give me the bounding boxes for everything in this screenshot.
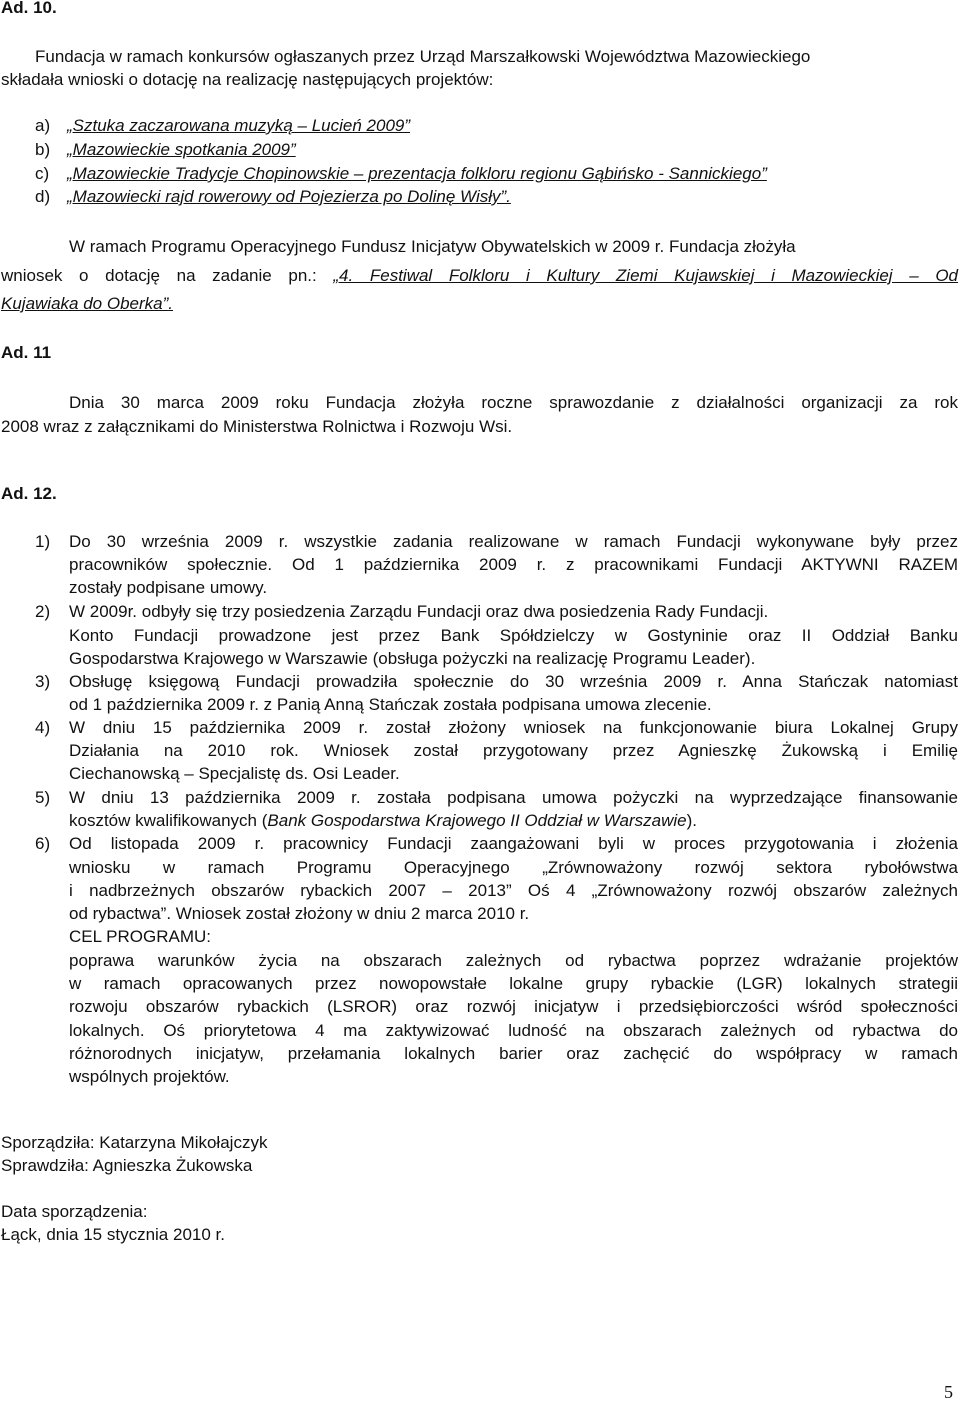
ad11-line2: 2008 wraz z załącznikami do Ministerstwa Rolnictwa i Rozwoju Wsi. (1, 417, 513, 436)
item5-line1: W dniu 13 października 2009 r. została podpisana umowa pożyczki na wyprzedzające finansowanie (69, 788, 958, 807)
project-title-d: „Mazowiecki rajd rowerowy od Pojezierza po Dolinę Wisły”. (67, 187, 511, 206)
item2-line2: Konto Fundacji prowadzone jest przez Bank Spółdzielczy w Gostyninie oraz II Oddział Banku (69, 626, 958, 645)
project-marker-c: c) (35, 164, 50, 183)
page-number: 5 (944, 1382, 953, 1402)
date-label: Data sporządzenia: (1, 1202, 148, 1221)
item5-line2-prefix: kosztów kwalifikowanych ( (69, 811, 268, 830)
item6-line10: różnorodnych inicjatyw, przełamania lokalnych barier oraz zachęcić do współpracy w ramach (69, 1044, 958, 1063)
project-title-a: „Sztuka zaczarowana muzyką – Lucień 2009” (67, 116, 411, 135)
ad10-fio-line1: W ramach Programu Operacyjnego Fundusz Inicjatyw Obywatelskich w 2009 r. Fundacja złożyła (69, 237, 796, 256)
item-marker-1: 1) (35, 532, 51, 551)
project-title-c: „Mazowieckie Tradycje Chopinowskie – prezentacja folkloru regionu Gąbińsko - Sannickiego” (67, 164, 767, 183)
date-value: Łąck, dnia 15 stycznia 2010 r. (1, 1225, 225, 1244)
project-marker-b: b) (35, 140, 51, 159)
ad10-fio-line2 (1, 266, 958, 286)
item2-line1: W 2009r. odbyły się trzy posiedzenia Zarządu Fundacji oraz dwa posiedzenia Rady Fundacji. (69, 602, 769, 621)
ad10-intro-line2: składała wnioski o dotację na realizację następujących projektów: (1, 70, 494, 89)
ad10-fio-task-cont: Kujawiaka do Oberka”. (1, 294, 173, 313)
item-marker-2: 2) (35, 602, 51, 621)
item-marker-3: 3) (35, 672, 51, 691)
ad10-fio-prefix: wniosek o dotację na zadanie pn.: (1, 266, 317, 285)
item6-line1: Od listopada 2009 r. pracownicy Fundacji zaangażowani byli w proces przygotowania i złożenia (69, 834, 958, 853)
item5-line2 (69, 811, 697, 831)
project-title-b: „Mazowieckie spotkania 2009” (67, 140, 296, 159)
item4-line3: Ciechanowską – Specjalistę ds. Osi Leader. (69, 764, 400, 783)
item6-line4: od rybactwa”. Wniosek został złożony w dniu 2 marca 2010 r. (69, 904, 530, 923)
item3-line1: Obsługę księgową Fundacji prowadziła społecznie do 30 września 2009 r. Anna Stańczak natomiast (69, 672, 958, 691)
project-marker-a: a) (35, 116, 51, 135)
item6-line8: rozwoju obszarów rybackich (LSROR) oraz rozwój inicjatyw i przedsiębiorczości wśród społeczności (69, 997, 958, 1016)
section-heading-ad10: Ad. 10. (1, 0, 57, 17)
item1-line1: Do 30 września 2009 r. wszystkie zadania realizowane w ramach Fundacji wykonywane były przez (69, 532, 958, 551)
item-marker-4: 4) (35, 718, 51, 737)
item4-line2: Działania na 2010 rok. Wniosek został przygotowany przez Agnieszkę Żukowską i Emilię (69, 741, 958, 760)
item2-line3: Gospodarstwa Krajowego w Warszawie (obsługa pożyczki na realizację Programu Leader). (69, 649, 756, 668)
project-marker-d: d) (35, 187, 51, 206)
item5-bank-name: Bank Gospodarstwa Krajowego II Oddział w Warszawie (267, 811, 687, 830)
ad11-line1: Dnia 30 marca 2009 roku Fundacja złożyła roczne sprawozdanie z działalności organizacji za rok (69, 393, 958, 412)
item-marker-6: 6) (35, 834, 51, 853)
prepared-by: Sporządziła: Katarzyna Mikołajczyk (1, 1133, 268, 1152)
item-marker-5: 5) (35, 788, 51, 807)
item1-line3: zostały podpisane umowy. (69, 578, 268, 597)
item6-line9: lokalnych. Oś priorytetowa 4 ma zaktywizować ludność na obszarach zależnych od rybactwa do (69, 1021, 958, 1040)
item5-line2-suffix: ). (686, 811, 698, 830)
item6-line3: i nadbrzeżnych obszarów rybackich 2007 – 2013” Oś 4 „Zrównoważony rozwój obszarów zależnych (69, 881, 958, 900)
checked-by: Sprawdziła: Agnieszka Żukowska (1, 1156, 253, 1175)
item6-line11: wspólnych projektów. (69, 1067, 230, 1086)
item1-line2: pracowników społecznie. Od 1 października 2009 r. z pracownikami Fundacji AKTYWNI RAZEM (69, 555, 958, 574)
section-heading-ad11: Ad. 11 (1, 343, 52, 362)
ad10-fio-task: „4. Festiwal Folkloru i Kultury Ziemi Kujawskiej i Mazowieckiej – Od (333, 266, 958, 285)
item6-line2: wniosku w ramach Programu Operacyjnego „Zrównoważony rozwój sektora rybołówstwa (69, 858, 958, 877)
item6-line7: w ramach opracowanych przez nowopowstałe lokalne grupy rybackie (LGR) lokalnych strategii (69, 974, 958, 993)
item4-line1: W dniu 15 października 2009 r. został złożony wniosek na funkcjonowanie biura Lokalnej Grupy (69, 718, 958, 737)
item3-line2: od 1 października 2009 r. z Panią Anną Stańczak została podpisana umowa zlecenie. (69, 695, 712, 714)
section-heading-ad12: Ad. 12. (1, 484, 57, 503)
item6-program-goal-label: CEL PROGRAMU: (69, 927, 212, 946)
ad10-intro-line1: Fundacja w ramach konkursów ogłaszanych przez Urząd Marszałkowski Województwa Mazowieckiego (35, 47, 811, 66)
item6-line6: poprawa warunków życia na obszarach zależnych od rybactwa poprzez wdrażanie projektów (69, 951, 958, 970)
